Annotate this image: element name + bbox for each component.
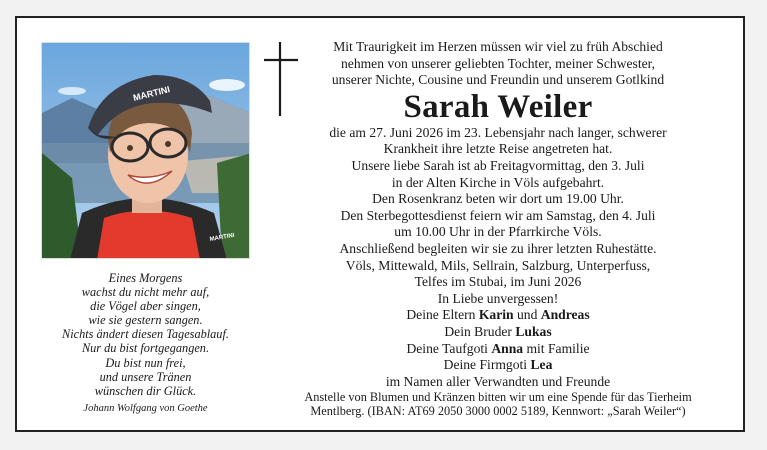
poem-line: wünschen dir Glück. [94,383,197,398]
portrait-illustration [42,43,250,259]
and-text: und [513,307,541,323]
cap-brand: MARTINI [132,84,171,103]
detail-line: Völs, Mittewald, Mils, Sellrain, Salzburg, Unterperfuss, [345,257,651,273]
family-confirmation [280,357,716,374]
brother-name: Lukas [515,323,552,339]
poem-line: Du bist nun frei, [105,355,186,370]
confirm-name: Lea [530,357,553,373]
godmother-name: Anna [491,340,524,356]
obituary-text [280,39,716,419]
family-godmother [280,341,716,358]
detail-line: In Liebe unvergessen! [437,290,559,306]
family-brother [280,324,716,341]
donation-line: Anstelle von Blumen und Kränzen bitten wir um eine Spende für das Tierheim [304,390,692,405]
poem-line: wachst du nicht mehr auf, [81,285,210,300]
detail-line: Unsere liebe Sarah ist ab Freitagvormittag, den 3. Juli [351,157,645,173]
intro-line: nehmen von unserer geliebten Tochter, meiner Schwester, [340,55,656,71]
intro-line: unserer Nichte, Cousine und Freundin und unserem Gotlkind [331,72,665,88]
poem-line: Eines Morgens [108,271,183,285]
brother-prefix: Dein Bruder [444,323,516,339]
poem-author: Johann Wolfgang von Goethe [83,402,208,414]
deceased-name: Sarah Weiler [403,88,593,125]
detail-line: die am 27. Juni 2026 im 23. Lebensjahr nach langer, schwerer [329,124,667,140]
detail-line: Krankheit ihre letzte Reise angetreten hat. [383,141,613,157]
poem-line: die Vögel aber singen, [90,299,201,314]
portrait-photo [41,42,250,259]
donation-line: Mentlberg. (IBAN: AT69 2050 3000 0002 5189, Kennwort: „Sarah Weiler“) [310,404,686,419]
confirm-prefix: Deine Firmgoti [443,357,531,373]
godmother-prefix: Deine Taufgoti [406,340,492,356]
detail-line: Den Rosenkranz beten wir dort um 19.00 Uhr. [372,191,624,207]
parents-prefix: Deine Eltern [406,307,479,323]
poem [41,271,250,416]
poem-line: wie sie gestern sangen. [88,313,203,328]
detail-line: Anschließend begleiten wir sie zu ihrer letzten Ruhestätte. [339,240,657,256]
detail-line: in der Alten Kirche in Völs aufgebahrt. [391,174,605,190]
relatives-line: im Namen aller Verwandten und Freunde [385,373,611,389]
poem-line: Nichts ändert diesen Tagesablauf. [62,327,229,342]
intro-line: Mit Traurigkeit im Herzen müssen wir viel zu früh Abschied [333,39,663,54]
parent-name: Andreas [540,307,590,323]
poem-line: Nur du bist fortgegangen. [81,341,210,356]
detail-line: Den Sterbegottesdienst feiern wir am Samstag, den 4. Juli [340,207,656,223]
godmother-suffix: mit Familie [523,340,590,356]
detail-line: um 10.00 Uhr in der Pfarrkirche Völs. [394,224,602,240]
family-parents [280,307,716,324]
detail-line: Telfes im Stubai, im Juni 2026 [414,274,582,290]
shirt-brand: MARTINI [209,232,235,243]
poem-line: und unsere Tränen [99,369,192,384]
parent-name: Karin [478,307,514,323]
